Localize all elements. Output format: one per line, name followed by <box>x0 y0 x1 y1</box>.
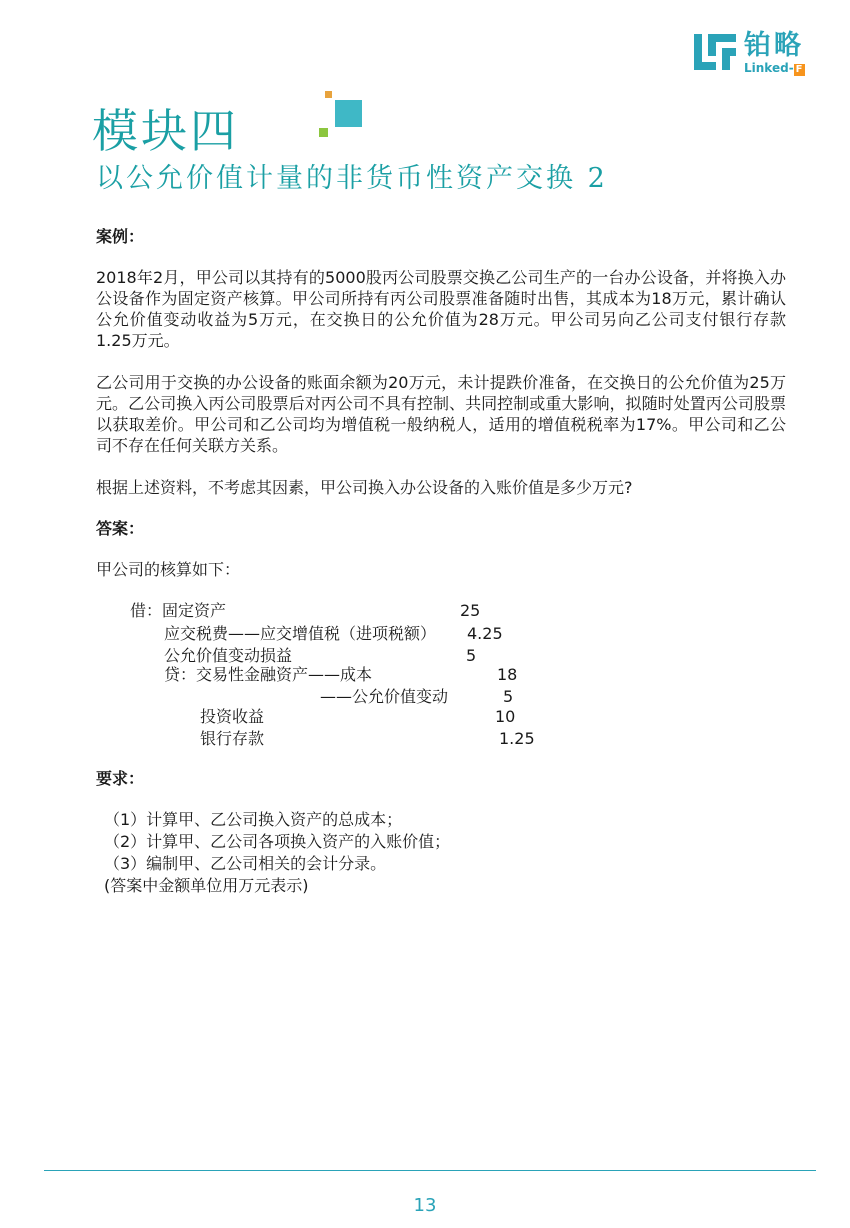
case-paragraph-1: 2018年2月，甲公司以其持有的5000股丙公司股票交换乙公司生产的一台办公设备，并将换入办公设备作为固定资产核算。甲公司所持有丙公司股票准备随时出售，其成本为18万元，累计确认公允价值变动收益为5万元，在交换日的公允价值为28万元。甲公司另向乙公司支付银行存款1.25万元。 <box>96 268 786 350</box>
requirements-heading: 要求： <box>96 769 145 788</box>
journal-entry-amount: 4.25 <box>467 624 503 643</box>
journal-entry-account: 公允价值变动损益 <box>164 646 293 665</box>
case-heading: 案例： <box>96 227 145 246</box>
journal-entry-amount: 25 <box>460 601 481 620</box>
journal-entry-amount: 18 <box>497 665 518 684</box>
logo-mark-icon <box>694 32 738 72</box>
journal-entry-account: 借：固定资产 <box>130 601 227 620</box>
brand-name-en-text: Linked- <box>744 61 794 75</box>
journal-entry-amount: 5 <box>466 646 477 665</box>
answer-intro: 甲公司的核算如下： <box>96 560 241 579</box>
journal-entry-account: 贷：交易性金融资产——成本 <box>164 665 373 684</box>
deco-square-orange <box>325 91 332 98</box>
requirement-item: （2）计算甲、乙公司各项换入资产的入账价值； <box>104 832 451 851</box>
journal-entry-account: 银行存款 <box>200 729 265 748</box>
footer-divider <box>44 1170 816 1171</box>
page-number: 13 <box>413 1195 437 1216</box>
brand-logo <box>694 30 814 76</box>
requirement-item: （3）编制甲、乙公司相关的会计分录。 <box>104 854 387 873</box>
module-title: 模块四 <box>92 104 239 158</box>
journal-entry-amount: 10 <box>495 707 516 726</box>
case-paragraph-2: 乙公司用于交换的办公设备的账面余额为20万元，未计提跌价准备，在交换日的公允价值为25万元。乙公司换入丙公司股票后对丙公司不具有控制、共同控制或重大影响，拟随时处置丙公司股票以获取差价。甲公司和乙公司均为增值税一般纳税人，适用的增值税税率为17%。甲公司和乙公司不存在任何关联方关系。 <box>96 373 786 455</box>
module-subtitle: 以公允价值计量的非货币性资产交换 2 <box>96 163 608 194</box>
journal-entry-account: 应交税费——应交增值税（进项税额） <box>164 624 437 643</box>
requirement-note: (答案中金额单位用万元表示) <box>104 876 309 895</box>
case-question: 根据上述资料，不考虑其因素，甲公司换入办公设备的入账价值是多少万元? <box>96 478 633 497</box>
brand-name-cn: 铂略 <box>744 30 804 61</box>
brand-name-en-suffix: F <box>795 64 803 75</box>
journal-entry-amount: 5 <box>503 687 514 706</box>
requirement-item: （1）计算甲、乙公司换入资产的总成本； <box>104 810 403 829</box>
deco-square-green <box>319 128 328 137</box>
journal-entry-amount: 1.25 <box>499 729 535 748</box>
journal-entry-account: 投资收益 <box>200 707 265 726</box>
answer-heading: 答案： <box>96 519 145 538</box>
brand-name-en <box>744 61 805 76</box>
deco-square-teal <box>335 100 362 127</box>
main-content <box>96 226 786 580</box>
journal-entry-account: ——公允价值变动 <box>320 687 449 706</box>
